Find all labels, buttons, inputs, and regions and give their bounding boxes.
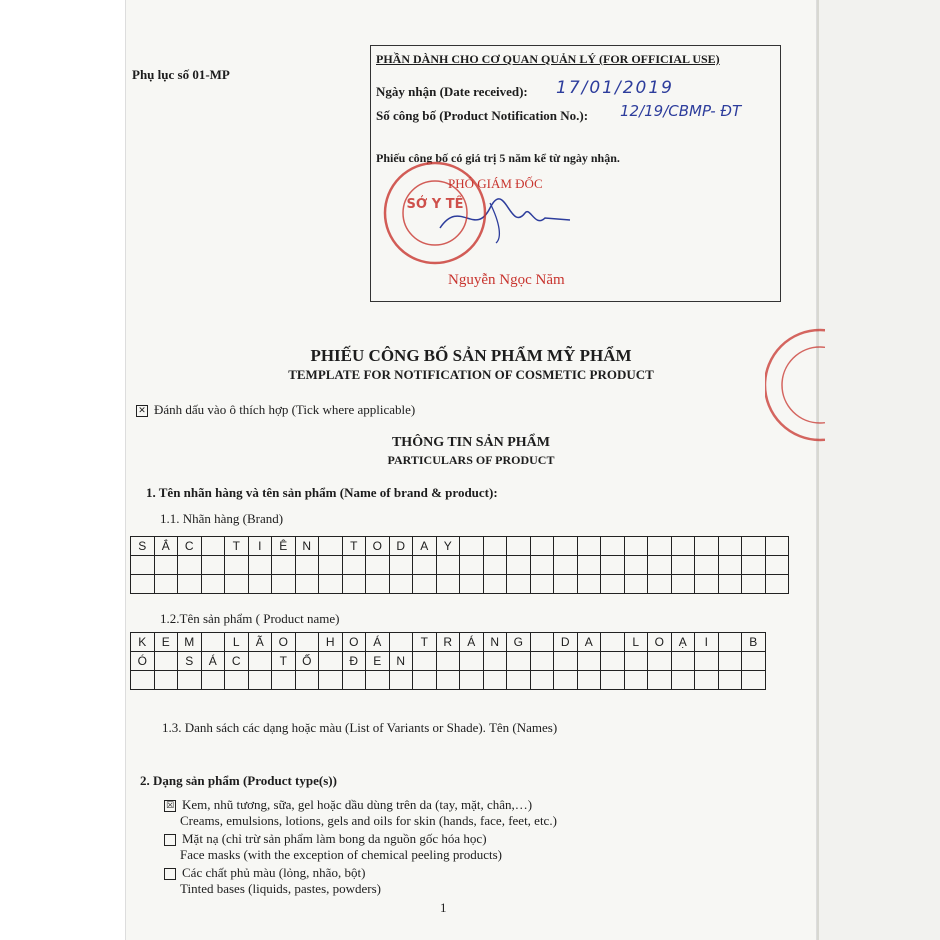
grid-cell xyxy=(530,652,554,671)
grid-cell xyxy=(718,537,742,556)
validity-note: Phiếu công bố có giá trị 5 năm kể từ ngày nhận. xyxy=(376,151,620,165)
grid-cell xyxy=(742,537,766,556)
grid-cell xyxy=(460,556,484,575)
grid-cell: O xyxy=(366,537,390,556)
grid-cell xyxy=(554,671,578,690)
official-stamp-icon xyxy=(380,158,490,268)
grid-cell xyxy=(131,556,155,575)
grid-cell xyxy=(742,556,766,575)
grid-cell xyxy=(530,556,554,575)
grid-cell xyxy=(671,671,695,690)
grid-cell xyxy=(577,556,601,575)
grid-cell: O xyxy=(648,633,672,652)
grid-cell xyxy=(601,633,625,652)
grid-cell xyxy=(695,575,719,594)
grid-cell xyxy=(718,556,742,575)
grid-cell xyxy=(460,652,484,671)
grid-cell xyxy=(460,671,484,690)
product-type-item: Các chất phủ màu (lỏng, nhão, bột) Tinted bases (liquids, pastes, powders) xyxy=(164,865,381,897)
grid-cell xyxy=(272,671,296,690)
grid-cell: Á xyxy=(366,633,390,652)
grid-cell: T xyxy=(272,652,296,671)
brand-label: 1.1. Nhãn hàng (Brand) xyxy=(160,511,284,526)
stamp-center-text: SỞ Y TẾ xyxy=(406,197,464,212)
grid-cell xyxy=(530,633,554,652)
grid-cell xyxy=(413,575,437,594)
particulars-title-en: PARTICULARS OF PRODUCT xyxy=(387,453,555,467)
grid-cell: Ắ xyxy=(154,537,178,556)
grid-cell xyxy=(765,537,789,556)
grid-cell xyxy=(530,671,554,690)
grid-cell xyxy=(178,671,202,690)
grid-cell xyxy=(436,652,460,671)
grid-cell xyxy=(483,537,507,556)
grid-cell xyxy=(295,575,319,594)
grid-cell: N xyxy=(389,652,413,671)
grid-cell xyxy=(671,575,695,594)
section-2-title: 2. Dạng sản phẩm (Product type(s)) xyxy=(140,773,337,788)
grid-cell: H xyxy=(319,633,343,652)
grid-cell xyxy=(436,671,460,690)
grid-cell xyxy=(507,652,531,671)
grid-cell xyxy=(154,575,178,594)
grid-cell xyxy=(154,671,178,690)
grid-cell xyxy=(248,671,272,690)
grid-cell xyxy=(718,633,742,652)
grid-cell xyxy=(436,556,460,575)
grid-cell: N xyxy=(295,537,319,556)
grid-cell xyxy=(648,671,672,690)
grid-cell: Ã xyxy=(248,633,272,652)
grid-cell xyxy=(154,556,178,575)
grid-cell xyxy=(436,575,460,594)
grid-cell: T xyxy=(225,537,249,556)
grid-cell xyxy=(483,556,507,575)
grid-cell: Á xyxy=(201,652,225,671)
grid-cell xyxy=(178,575,202,594)
grid-cell xyxy=(671,556,695,575)
grid-cell: C xyxy=(225,652,249,671)
grid-cell xyxy=(366,575,390,594)
grid-cell: M xyxy=(178,633,202,652)
checkbox-icon[interactable] xyxy=(164,868,176,880)
grid-cell xyxy=(201,671,225,690)
signer-name: Nguyễn Ngọc Năm xyxy=(448,272,565,288)
grid-cell xyxy=(742,575,766,594)
grid-cell: D xyxy=(554,633,578,652)
grid-cell xyxy=(742,652,766,671)
grid-row xyxy=(131,575,789,594)
checked-box-icon[interactable]: ☒ xyxy=(165,801,175,812)
grid-cell xyxy=(483,652,507,671)
grid-cell xyxy=(248,575,272,594)
grid-cell xyxy=(154,652,178,671)
grid-cell xyxy=(389,556,413,575)
grid-cell xyxy=(554,652,578,671)
grid-cell: Ó xyxy=(131,652,155,671)
grid-cell xyxy=(624,575,648,594)
grid-cell: I xyxy=(248,537,272,556)
grid-cell xyxy=(389,575,413,594)
grid-cell xyxy=(765,556,789,575)
grid-cell xyxy=(718,575,742,594)
grid-cell xyxy=(648,652,672,671)
grid-cell: C xyxy=(178,537,202,556)
grid-row xyxy=(131,537,789,556)
grid-cell: E xyxy=(366,652,390,671)
grid-cell xyxy=(577,652,601,671)
grid-cell xyxy=(507,537,531,556)
brand-grid xyxy=(130,536,789,594)
grid-cell xyxy=(413,671,437,690)
particulars-title-vi: THÔNG TIN SẢN PHẨM xyxy=(391,435,551,450)
grid-cell: E xyxy=(154,633,178,652)
product-type-item: Mặt nạ (chỉ trừ sản phẩm làm bong da nguồn gốc hóa học) Face masks (with the exception of chemical peeling products) xyxy=(164,831,502,863)
grid-cell xyxy=(601,537,625,556)
grid-cell xyxy=(295,633,319,652)
variants-label: 1.3. Danh sách các dạng hoặc màu (List of Variants or Shade). Tên (Names) xyxy=(162,720,558,735)
grid-cell: I xyxy=(695,633,719,652)
grid-cell xyxy=(530,537,554,556)
official-position: PHÓ GIÁM ĐỐC xyxy=(448,176,543,191)
grid-cell xyxy=(342,575,366,594)
grid-cell: T xyxy=(342,537,366,556)
grid-cell xyxy=(718,652,742,671)
page-number: 1 xyxy=(440,900,447,915)
grid-cell xyxy=(342,556,366,575)
grid-cell xyxy=(695,671,719,690)
grid-cell: Á xyxy=(460,633,484,652)
official-use-header: PHẦN DÀNH CHO CƠ QUAN QUẢN LÝ (FOR OFFICIAL USE) xyxy=(376,52,720,66)
tick-note: ✕ Đánh dấu vào ô thích hợp (Tick where applicable) xyxy=(136,402,415,418)
grid-cell xyxy=(554,556,578,575)
notification-no-label: Số công bố (Product Notification No.): xyxy=(376,108,589,123)
grid-cell xyxy=(718,671,742,690)
grid-row xyxy=(131,652,766,671)
grid-cell xyxy=(319,575,343,594)
grid-cell: S xyxy=(131,537,155,556)
grid-cell xyxy=(178,556,202,575)
grid-cell xyxy=(695,537,719,556)
grid-cell: A xyxy=(577,633,601,652)
grid-cell: K xyxy=(131,633,155,652)
grid-cell: Y xyxy=(436,537,460,556)
grid-cell xyxy=(648,556,672,575)
background-surface xyxy=(816,0,940,940)
grid-cell xyxy=(507,556,531,575)
grid-cell xyxy=(460,537,484,556)
grid-cell xyxy=(201,575,225,594)
grid-cell xyxy=(319,652,343,671)
grid-cell: G xyxy=(507,633,531,652)
grid-row xyxy=(131,633,766,652)
grid-cell: S xyxy=(178,652,202,671)
grid-cell xyxy=(624,556,648,575)
grid-cell xyxy=(483,671,507,690)
checked-box-icon: ✕ xyxy=(136,405,148,417)
grid-cell: L xyxy=(225,633,249,652)
grid-cell xyxy=(765,575,789,594)
grid-cell xyxy=(577,575,601,594)
grid-cell xyxy=(530,575,554,594)
grid-cell xyxy=(319,671,343,690)
grid-cell xyxy=(601,556,625,575)
grid-cell xyxy=(577,537,601,556)
checkbox-icon[interactable] xyxy=(164,834,176,846)
grid-cell xyxy=(601,671,625,690)
grid-cell xyxy=(272,575,296,594)
grid-cell xyxy=(554,537,578,556)
product-name-label: 1.2.Tên sản phẩm ( Product name) xyxy=(160,611,340,626)
grid-cell: N xyxy=(483,633,507,652)
grid-cell: O xyxy=(342,633,366,652)
grid-row xyxy=(131,671,766,690)
grid-cell xyxy=(295,671,319,690)
grid-cell xyxy=(201,537,225,556)
date-received-label: Ngày nhận (Date received): xyxy=(376,84,528,99)
grid-cell xyxy=(131,575,155,594)
grid-cell xyxy=(319,537,343,556)
grid-cell xyxy=(624,671,648,690)
grid-cell: R xyxy=(436,633,460,652)
grid-cell xyxy=(366,671,390,690)
side-stamp-icon xyxy=(765,320,825,450)
grid-cell xyxy=(671,652,695,671)
grid-cell: Ạ xyxy=(671,633,695,652)
grid-cell xyxy=(624,537,648,556)
grid-cell xyxy=(248,556,272,575)
grid-cell xyxy=(695,556,719,575)
grid-cell xyxy=(671,537,695,556)
grid-cell xyxy=(648,575,672,594)
grid-cell xyxy=(413,556,437,575)
grid-cell: Ê xyxy=(272,537,296,556)
grid-cell xyxy=(272,556,296,575)
grid-cell xyxy=(225,575,249,594)
grid-cell xyxy=(248,652,272,671)
grid-cell xyxy=(201,556,225,575)
product-type-item: ☒ Kem, nhũ tương, sữa, gel hoặc dầu dùng trên da (tay, mặt, chân,…) Creams, emulsions, lotions, gels and oils for skin (hands, face, feet, etc.) xyxy=(165,797,557,828)
grid-cell xyxy=(413,652,437,671)
date-received-value: 17/01/2019 xyxy=(556,78,674,98)
grid-cell xyxy=(507,671,531,690)
grid-cell xyxy=(601,575,625,594)
grid-cell: Ố xyxy=(295,652,319,671)
grid-cell xyxy=(460,575,484,594)
appendix-label: Phụ lục số 01-MP xyxy=(132,67,230,82)
form-title-vi: PHIẾU CÔNG BỐ SẢN PHẨM MỸ PHẨM xyxy=(310,346,632,365)
grid-cell xyxy=(389,671,413,690)
grid-cell xyxy=(295,556,319,575)
grid-cell xyxy=(577,671,601,690)
grid-cell xyxy=(366,556,390,575)
grid-cell xyxy=(389,633,413,652)
grid-cell: A xyxy=(413,537,437,556)
grid-cell xyxy=(601,652,625,671)
grid-cell xyxy=(648,537,672,556)
grid-cell xyxy=(225,556,249,575)
grid-cell xyxy=(342,671,366,690)
grid-cell xyxy=(624,652,648,671)
notification-no-value: 12/19/CBMP- ĐT xyxy=(620,102,742,120)
grid-cell: T xyxy=(413,633,437,652)
grid-cell xyxy=(554,575,578,594)
grid-cell xyxy=(507,575,531,594)
grid-cell xyxy=(742,671,766,690)
section-1-title: 1. Tên nhãn hàng và tên sản phẩm (Name of brand & product): xyxy=(146,485,498,500)
grid-cell xyxy=(319,556,343,575)
product-name-grid xyxy=(130,632,766,690)
grid-cell: D xyxy=(389,537,413,556)
grid-cell: B xyxy=(742,633,766,652)
grid-cell xyxy=(225,671,249,690)
grid-cell: O xyxy=(272,633,296,652)
grid-cell xyxy=(483,575,507,594)
grid-cell: L xyxy=(624,633,648,652)
grid-cell xyxy=(201,633,225,652)
grid-cell xyxy=(131,671,155,690)
grid-cell xyxy=(695,652,719,671)
form-title-en: TEMPLATE FOR NOTIFICATION OF COSMETIC PRODUCT xyxy=(288,367,654,382)
grid-row xyxy=(131,556,789,575)
grid-cell: Đ xyxy=(342,652,366,671)
